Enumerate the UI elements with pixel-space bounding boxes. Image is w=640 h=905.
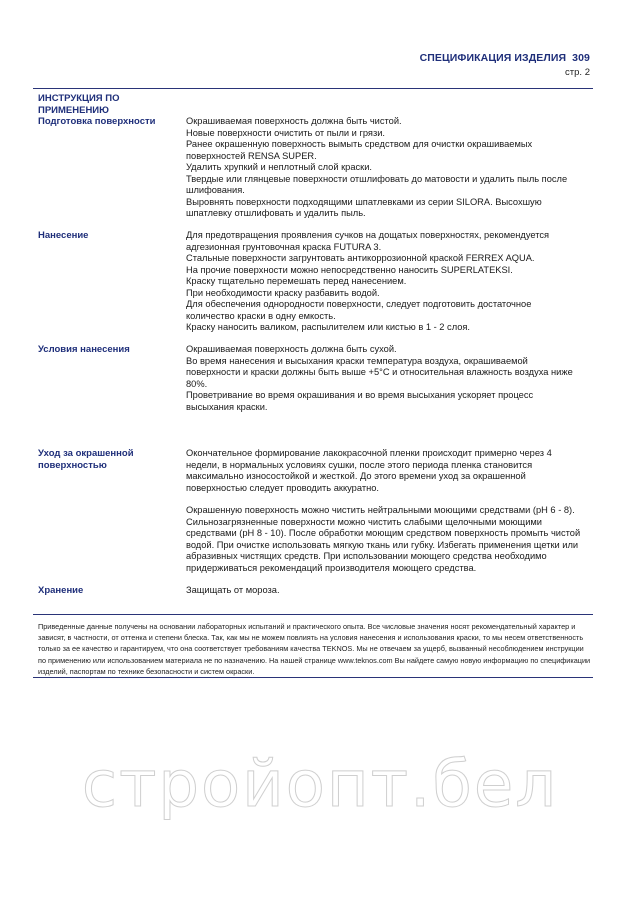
footer-bottom-rule (33, 677, 593, 678)
paragraph: Выровнять поверхности подходящими шпатлевками из серии SILORA. Высохшую шпатлевку отшлифовать и удалить пыль. (186, 196, 542, 219)
paragraph: На прочие поверхности можно непосредственно наносить SUPERLATEKSI. (186, 264, 513, 275)
content-surface-care (186, 448, 581, 574)
spec-title: СПЕЦИФИКАЦИЯ ИЗДЕЛИЯ (419, 52, 567, 64)
paragraph: Проветривание во время окрашивания и во время высыхания ускоряет процесс высыхания краски. (186, 390, 534, 412)
section-heading: ИНСТРУКЦИЯ ПО ПРИМЕНЕНИЮ (38, 93, 120, 116)
content-surface-prep (186, 116, 581, 220)
paragraph: Для обеспечения однородности поверхности, следует подготовить достаточное количество краски в одну емкость. (186, 299, 532, 321)
paragraph: Во время нанесения и высыхания краски температура воздуха, окрашиваемой поверхности и краски должны быть выше +5°C и относительная влажность воздуха ниже 80%. (186, 355, 573, 389)
paragraph: Окрашиваемая поверхность должна быть сухой. (186, 344, 397, 354)
paragraph: Ранее окрашенную поверхность вымыть средством для очистки окрашиваемых поверхностей RENSA SUPER. (186, 139, 533, 161)
watermark: стройопт.бел (81, 748, 559, 822)
paragraph: Окончательное формирование лакокрасочной пленки происходит примерно через 4 недели, в нормальных условиях сушки, после этого периода пленка становится максимально износостойкой и жесткой. До этого времени уход за окрашенной поверхностью следует проводить аккуратно. (186, 448, 552, 493)
paragraph: Краску наносить валиком, распылителем или кистью в 1 - 2 слоя. (186, 322, 471, 333)
paragraph: Стальные поверхности загрунтовать антикоррозионной краской FERREX AQUA. (186, 253, 535, 264)
paragraph: Для предотвращения проявления сучков на дощатых поверхностях, рекомендуется адгезионная грунтовочная краска FUTURA 3. (186, 230, 550, 252)
paragraph: Новые поверхности очистить от пыли и грязи. (186, 127, 385, 138)
content-application-conditions (186, 344, 581, 413)
label-application: Нанесение (38, 230, 89, 241)
paragraph: Краску тщательно перемешать перед нанесением. (186, 276, 407, 287)
label-surface-care: Уход за окрашенной поверхностью (38, 448, 134, 471)
paragraph: Защищать от мороза. (186, 585, 280, 595)
document-header (420, 52, 590, 78)
spec-title-line (420, 52, 590, 64)
label-surface-prep: Подготовка поверхности (38, 116, 156, 127)
paragraph: При необходимости краску разбавить водой. (186, 287, 380, 298)
content-storage (186, 585, 581, 597)
paragraph: Окрашиваемая поверхность должна быть чистой. (186, 116, 402, 126)
label-storage: Хранение (38, 585, 84, 596)
header-rule (33, 88, 593, 89)
spec-number: 309 (572, 52, 590, 64)
label-application-conditions: Условия нанесения (38, 344, 130, 355)
disclaimer-text: Приведенные данные получены на основании лабораторных испытаний и практического опыта. Все числовые значения носят рекомендательный характер и зависят, в частности, от оттенка и степени блеска. Так, как мы не можем повлиять на условия нанесения и использования краски, то мы несем ответственность только за ее качество и гарантируем, что она соответствует требованиям качества TEKNOS. Мы не отвечаем за ущерб, вызванный несоблюдением инструкции по применению или использованием материала не по назначению. На нашей странице www.teknos.com Вы найдете самую новую информацию по спецификации изделий, паспортам по технике безопасности и систем окраски. (38, 622, 591, 676)
content-application (186, 230, 581, 334)
paragraph: Твердые или глянцевые поверхности отшлифовать до матовости и удалить пыль после шлифования. (186, 173, 568, 196)
paragraph: Удалить хрупкий и неплотный слой краски. (186, 162, 372, 173)
page-number: стр. 2 (565, 67, 590, 78)
paragraph: Окрашенную поверхность можно чистить нейтральными моющими средствами (pH 6 - 8). Сильнозагрязненные поверхности можно чистить слабыми щелочными моющими средствами (pH 8 - 10). После обработки моющим средством поверхность промыть чистой водой. При очистке использовать мягкую ткань или губку. Избегать применения щетки или абразивных чистящих средств. При использовании моющего средства необходимо придерживаться рекомендаций производителя моющего средства. (186, 505, 581, 573)
footer-top-rule (33, 614, 593, 615)
